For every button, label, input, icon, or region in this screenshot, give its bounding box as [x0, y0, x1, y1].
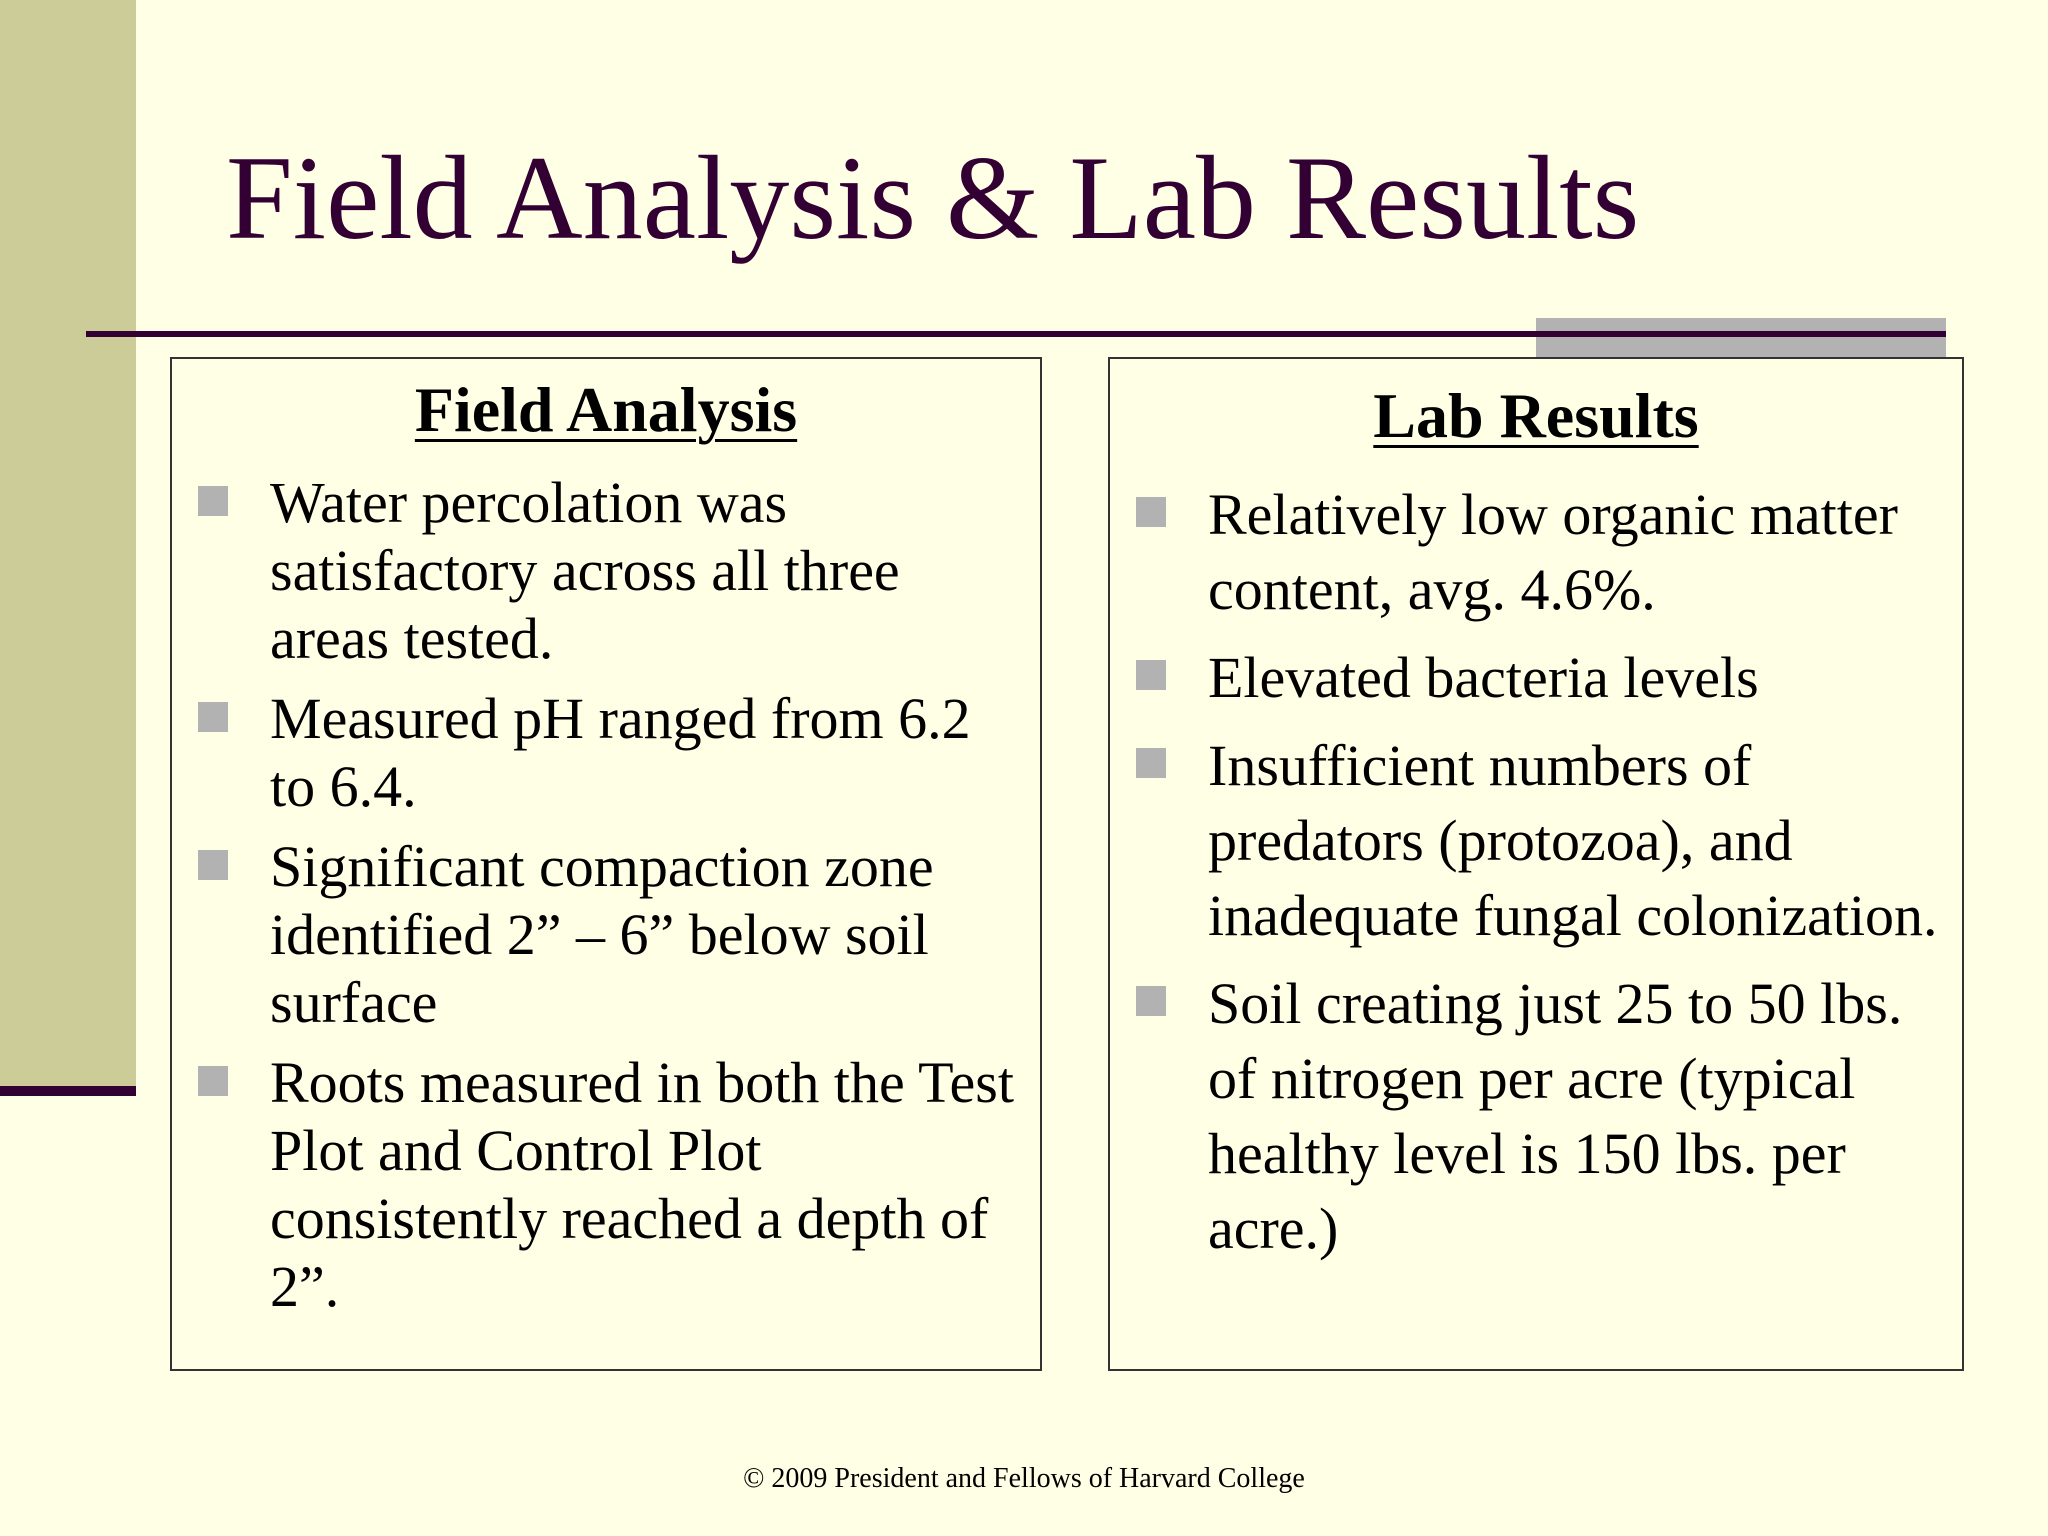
- lab-results-heading: Lab Results: [1373, 380, 1699, 451]
- side-decoration-band: [0, 0, 136, 1086]
- square-bullet-icon: [198, 850, 228, 880]
- title-rule: [86, 331, 1946, 337]
- copyright-footer: © 2009 President and Fellows of Harvard College: [743, 1463, 1305, 1494]
- list-item: [1110, 640, 1962, 715]
- lab-results-panel: [1108, 357, 1964, 1371]
- field-analysis-heading: Field Analysis: [414, 374, 798, 445]
- square-bullet-icon: [1136, 497, 1166, 527]
- list-item-text: Elevated bacteria levels: [1208, 645, 1759, 710]
- list-item-text: Water percolation was satisfactory across all three areas tested.: [270, 470, 900, 671]
- square-bullet-icon: [198, 1066, 228, 1096]
- list-item-text: Significant compaction zone identified 2” – 6” below soil surface: [270, 834, 934, 1035]
- lab-results-list: [1110, 477, 1962, 1266]
- list-item: [1110, 477, 1962, 627]
- list-item: [172, 469, 1040, 673]
- list-item-text: Insufficient numbers of predators (protozoa), and inadequate fungal colonization.: [1208, 733, 1938, 948]
- list-item: [172, 1049, 1040, 1321]
- list-item-text: Soil creating just 25 to 50 lbs. of nitrogen per acre (typical healthy level is 150 lbs. per acre.): [1208, 971, 1903, 1261]
- list-item: [1110, 728, 1962, 953]
- field-analysis-list: [172, 469, 1040, 1321]
- square-bullet-icon: [1136, 660, 1166, 690]
- list-item-text: Roots measured in both the Test Plot and Control Plot consistently reached a depth of 2”.: [270, 1050, 1014, 1319]
- square-bullet-icon: [198, 486, 228, 516]
- list-item: [172, 685, 1040, 821]
- side-decoration-line: [0, 1086, 136, 1096]
- list-item: [172, 833, 1040, 1037]
- list-item-text: Relatively low organic matter content, avg. 4.6%.: [1208, 482, 1898, 622]
- square-bullet-icon: [1136, 748, 1166, 778]
- list-item-text: Measured pH ranged from 6.2 to 6.4.: [270, 686, 971, 819]
- slide-title: Field Analysis & Lab Results: [226, 131, 1640, 264]
- square-bullet-icon: [1136, 986, 1166, 1016]
- field-analysis-panel: [170, 357, 1042, 1371]
- square-bullet-icon: [198, 702, 228, 732]
- title-rule-accent: [1536, 318, 1946, 358]
- list-item: [1110, 966, 1962, 1266]
